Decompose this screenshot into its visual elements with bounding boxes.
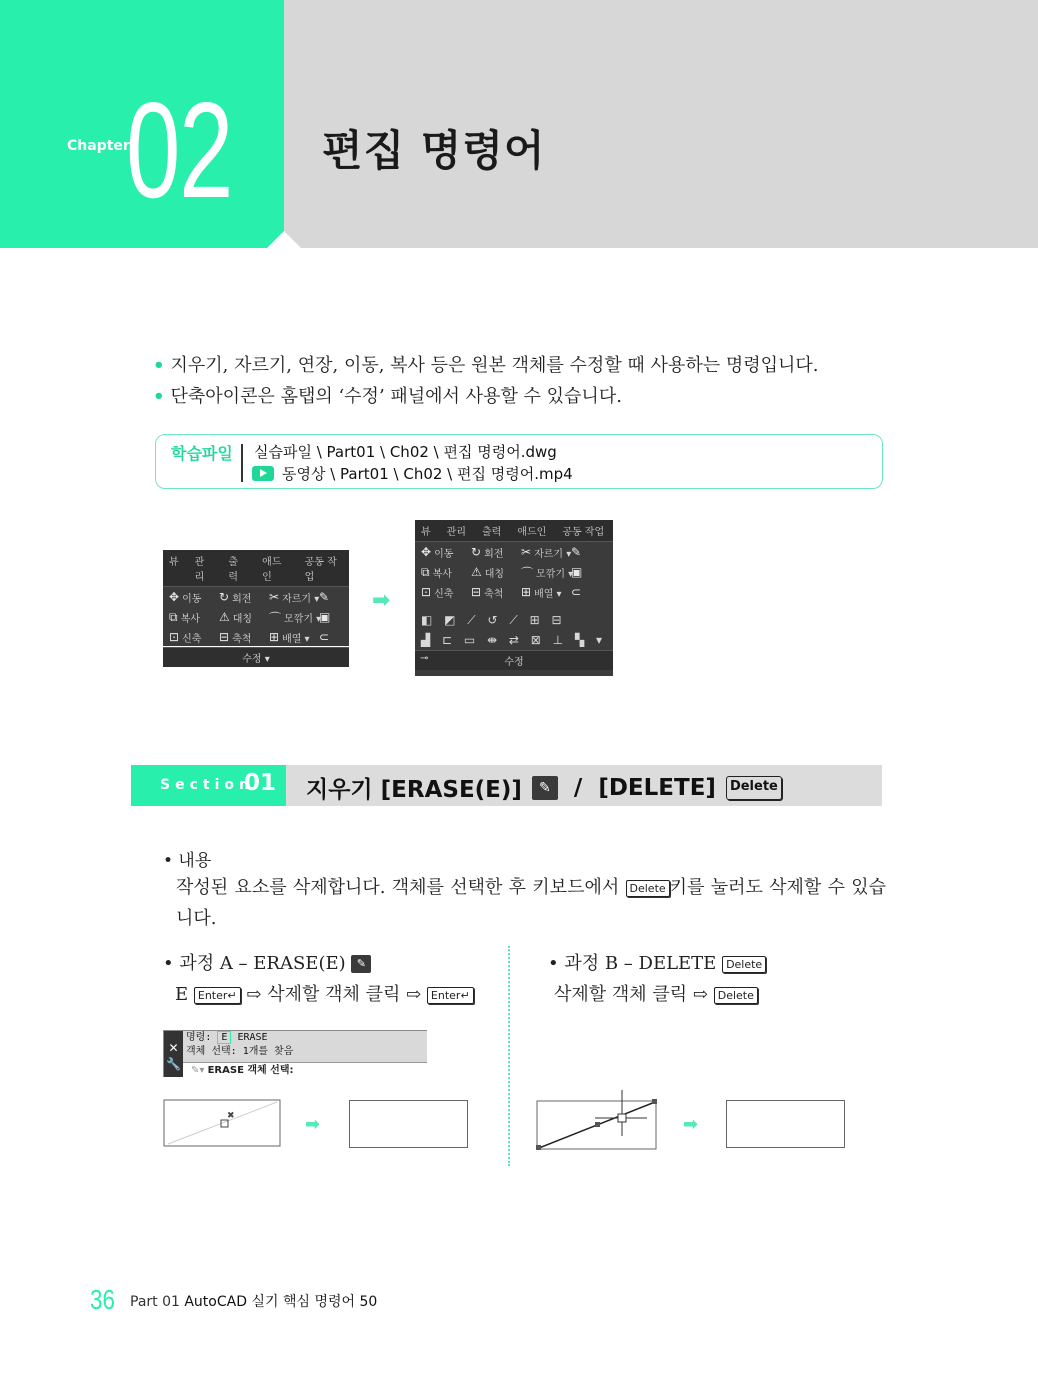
tool-label: 신축 (182, 633, 202, 645)
section-title-separator: / (573, 774, 583, 801)
ribbon-tabs (163, 550, 349, 587)
chapter-label: Chapter (67, 138, 130, 154)
tool-icon: ⊡ (421, 585, 432, 599)
command-input[interactable]: ✎▾ ERASE 객체 선택: (183, 1062, 427, 1077)
ribbon-panel-expanded (415, 520, 613, 676)
section-label: Section (160, 777, 254, 793)
pickbox-icon (618, 1114, 626, 1122)
tool-label: 자르기 ▾ (282, 593, 320, 605)
pen-icon: ✎▾ (191, 1065, 205, 1076)
ribbon-tool-button[interactable] (319, 630, 363, 644)
ribbon-tool-button[interactable] (471, 565, 515, 580)
tool-label: 축척 (484, 588, 504, 600)
panel-title-modify[interactable]: ⊸ 수정 (415, 650, 613, 670)
ribbon-tool-button[interactable] (219, 630, 263, 645)
intro-bullet: • 지우기, 자르기, 연장, 이동, 복사 등은 원본 객체를 수정할 때 사용하는 명령입니다. (153, 355, 819, 376)
tool-label: 모깎기 ▾ (536, 568, 574, 580)
panel-title-modify[interactable]: 수정 ▾ (163, 647, 349, 667)
tool-label: 회전 (232, 593, 252, 605)
bullet-dot: • (153, 355, 165, 376)
command-line-handle[interactable] (164, 1031, 183, 1077)
section-number: 01 (244, 770, 277, 796)
erase-icon: ✎ (532, 776, 558, 800)
ribbon-panel-collapsed (163, 550, 349, 665)
ribbon-tool-button[interactable] (319, 610, 363, 624)
tool-icon: ⌒ (521, 565, 534, 580)
ribbon-tool-button[interactable] (169, 590, 213, 605)
ribbon-rows (163, 587, 349, 647)
tool-icon: ⊞ (269, 630, 280, 644)
tool-icon: ↻ (219, 590, 230, 604)
ribbon-tool-button[interactable] (219, 590, 263, 605)
tool-icon: ✂ (521, 545, 532, 559)
ribbon-tab[interactable]: 공동 작업 (562, 527, 605, 538)
grip[interactable] (652, 1099, 657, 1104)
tool-icon: ⊞ (521, 585, 532, 599)
tool-label: 대칭 (484, 568, 505, 580)
process-a-before-diagram (163, 1098, 283, 1150)
ribbon-tool-button[interactable] (521, 545, 572, 560)
enter-key-icon: Enter↵ (427, 987, 474, 1004)
close-icon[interactable]: ✕ (168, 1041, 179, 1055)
ribbon-tab[interactable]: 관리 (194, 557, 205, 583)
ribbon-tool-button[interactable] (571, 585, 615, 599)
page-number: 36 (90, 1284, 115, 1315)
tool-icon: ⧉ (421, 564, 430, 579)
ribbon-tool-button[interactable] (471, 585, 515, 600)
ribbon-tool-button[interactable] (269, 609, 322, 626)
ribbon-tool-button[interactable] (521, 585, 565, 600)
tool-icon: ↻ (471, 545, 482, 559)
typed-key-highlight: E (217, 1031, 231, 1044)
learning-file-separator (241, 444, 243, 482)
tool-icon: ⊟ (219, 630, 230, 644)
tool-label: 대칭 (232, 613, 253, 625)
tool-icon: ▣ (571, 565, 583, 579)
delete-key-icon: Delete (626, 880, 670, 897)
ribbon-tab[interactable]: 공동 작업 (304, 557, 337, 583)
tool-icon: ✎ (571, 545, 582, 559)
play-video-icon[interactable] (252, 466, 274, 481)
ribbon-row (415, 562, 613, 582)
tool-icon: ⧉ (169, 609, 178, 624)
section-title-delete: [DELETE] (598, 774, 716, 801)
process-a (163, 948, 474, 1010)
practice-file-path: 실습파일 \ Part01 \ Ch02 \ 편집 명령어.dwg (254, 443, 557, 461)
ribbon-tab[interactable]: 출력 (482, 527, 502, 538)
delete-key-icon: Delete (726, 776, 782, 800)
process-b-before-diagram (535, 1090, 660, 1152)
process-a-after-diagram (349, 1100, 468, 1148)
delete-key-icon: Delete (714, 987, 758, 1004)
grip[interactable] (595, 1122, 600, 1127)
content-description: 작성된 요소를 삭제합니다. 객체를 선택한 후 키보드에서 Delete 키를 눌러도 삭제할 수 있습니다. (176, 877, 887, 929)
cursor-icon: ✖ (227, 1111, 235, 1121)
ribbon-tab[interactable]: 뷰 (169, 557, 179, 568)
tool-label: 회전 (484, 548, 504, 560)
tool-icon: ⊟ (471, 585, 482, 599)
video-file-path: 동영상 \ Part01 \ Ch02 \ 편집 명령어.mp4 (282, 465, 573, 483)
tool-icon: ✎ (319, 590, 330, 604)
intro-bullets (153, 350, 818, 412)
delete-key-icon: Delete (722, 956, 766, 973)
tool-label: 복사 (180, 613, 200, 625)
ribbon-row (163, 627, 349, 647)
tool-icon: ⊂ (319, 630, 330, 644)
ribbon-tool-button[interactable] (571, 565, 615, 579)
ribbon-tool-button[interactable] (169, 630, 213, 645)
tool-icon: ⊡ (169, 630, 180, 644)
ribbon-row (415, 582, 613, 602)
tool-label: 배열 ▾ (534, 588, 562, 600)
ribbon-tool-button[interactable] (169, 610, 213, 625)
ribbon-tool-button[interactable] (219, 610, 263, 625)
ribbon-tab[interactable]: 출력 (228, 557, 239, 583)
bullet-dot: • (153, 386, 165, 407)
arrow-right-icon: ➡ (683, 1114, 699, 1135)
process-b (548, 948, 766, 1010)
process-b-after-diagram (726, 1100, 845, 1148)
tool-label: 이동 (434, 548, 454, 560)
tool-icon: ⊂ (571, 585, 582, 599)
ribbon-tab[interactable]: 애드인 (517, 527, 547, 538)
ribbon-tab[interactable]: 애드인 (262, 557, 282, 583)
ribbon-row (163, 607, 349, 627)
wrench-icon[interactable]: 🔧 (166, 1057, 181, 1071)
ribbon-tool-button[interactable] (421, 545, 465, 560)
tool-label: 이동 (182, 593, 202, 605)
content-heading: • 내용 (163, 851, 212, 871)
learning-file-label: 학습파일 (171, 444, 233, 463)
ribbon-tab[interactable]: 뷰 (421, 527, 431, 538)
grip[interactable] (536, 1145, 541, 1150)
video-file-row (252, 463, 573, 484)
tool-icon: ✂ (269, 590, 280, 604)
section-title (306, 771, 782, 804)
tool-label: 복사 (432, 568, 452, 580)
ribbon-tool-button[interactable] (471, 545, 515, 560)
tool-label: 신축 (434, 588, 454, 600)
arrow-right-icon: ➡ (372, 588, 391, 613)
footer-running-title: Part 01 AutoCAD 실기 핵심 명령어 50 (130, 1294, 378, 1310)
ribbon-row (415, 542, 613, 562)
tool-icon: ✥ (169, 590, 180, 604)
column-divider (508, 946, 510, 1166)
process-b-heading: • 과정 B – DELETE Delete (548, 948, 766, 979)
ribbon-extra-tools-row[interactable]: ◧ ◩ ⟋ ↺ ⟋ ⊞ ⊟ (421, 612, 566, 627)
tool-icon: ⚠ (219, 610, 230, 624)
erase-icon: ✎ (351, 955, 371, 973)
ribbon-tool-button[interactable] (521, 564, 574, 581)
process-a-heading: • 과정 A – ERASE(E) ✎ (163, 948, 474, 979)
tool-icon: ✥ (421, 545, 432, 559)
process-a-steps: E Enter↵ ⇨ 삭제할 객체 클릭 ⇨ Enter↵ (163, 979, 474, 1010)
ribbon-tool-button[interactable] (421, 585, 465, 600)
ribbon-row (163, 587, 349, 607)
tool-label: 모깎기 ▾ (284, 613, 322, 625)
ribbon-tool-button[interactable] (269, 590, 320, 605)
ribbon-rows (415, 542, 613, 602)
chapter-number: 02 (126, 74, 233, 226)
tool-label: 축척 (232, 633, 252, 645)
ribbon-extra-tools-row[interactable]: ▟ ⊏ ▭ ⇼ ⇄ ⊠ ⊥ ▚ ▾ (421, 633, 607, 647)
enter-key-icon: Enter↵ (194, 987, 241, 1004)
ribbon-tool-button[interactable] (269, 630, 313, 645)
ribbon-tabs (415, 520, 613, 542)
chapter-title: 편집 명령어 (322, 126, 546, 175)
ribbon-tool-button[interactable] (421, 565, 465, 580)
ribbon-tab[interactable]: 관리 (446, 527, 466, 538)
pin-icon[interactable]: ⊸ (420, 653, 429, 664)
ribbon-tool-button[interactable] (319, 590, 363, 604)
tool-label: 배열 ▾ (282, 633, 310, 645)
process-b-steps: 삭제할 객체 클릭 ⇨ Delete (548, 979, 766, 1010)
command-line-window (163, 1030, 427, 1077)
ribbon-tool-button[interactable] (571, 545, 615, 559)
tool-icon: ▣ (319, 610, 331, 624)
command-history: 명령: E ERASE 객체 선택: 1개를 찾음 (186, 1032, 294, 1057)
tool-icon: ⌒ (269, 610, 282, 625)
tool-icon: ⚠ (471, 565, 482, 579)
arrow-right-icon: ➡ (305, 1114, 321, 1135)
tool-label: 자르기 ▾ (534, 548, 572, 560)
intro-bullet: • 단축아이콘은 홈탭의 ‘수정’ 패널에서 사용할 수 있습니다. (153, 386, 622, 407)
section-title-erase: 지우기 [ERASE(E)] (306, 777, 522, 803)
